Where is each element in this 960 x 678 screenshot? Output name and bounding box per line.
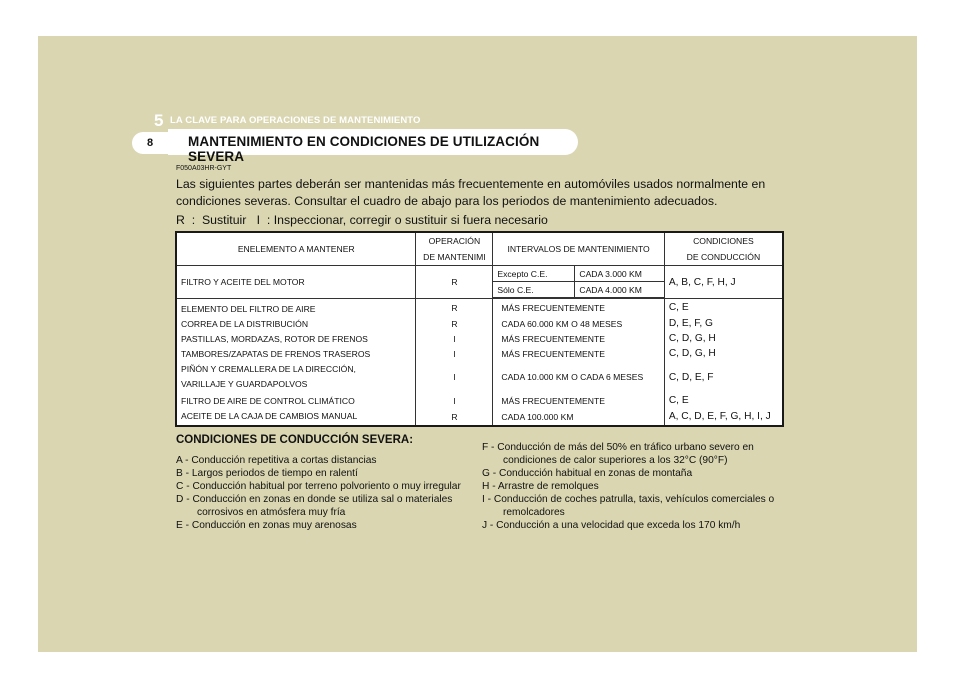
- row-interval: MÁS FRECUENTEMENTE: [493, 299, 664, 317]
- condition-item: [482, 480, 786, 493]
- row-item-line2: VARILLAJE Y GUARDAPOLVOS: [181, 379, 308, 389]
- row-item: ELEMENTO DEL FILTRO DE AIRE: [176, 299, 416, 317]
- row-interval: CADA 10.000 KM O CADA 6 MESES: [493, 361, 664, 393]
- chapter-title: LA CLAVE PARA OPERACIONES DE MANTENIMIENTO: [170, 115, 421, 126]
- interval-value: CADA 4.000 KM: [575, 282, 664, 298]
- conditions-list-left: [176, 454, 466, 532]
- row-item: [176, 361, 416, 393]
- table-header-row: [176, 232, 783, 266]
- row-interval: CADA 100.000 KM: [493, 408, 664, 426]
- condition-text: Conducción en zonas muy arenosas: [191, 520, 357, 531]
- condition-key: G -: [482, 468, 497, 479]
- row-item: TAMBORES/ZAPATAS DE FRENOS TRASEROS: [176, 346, 416, 361]
- maintenance-table: [175, 231, 784, 427]
- table-row: [176, 346, 783, 361]
- row-item: FILTRO Y ACEITE DEL MOTOR: [176, 266, 416, 299]
- row-item: PASTILLAS, MORDAZAS, ROTOR DE FRENOS: [176, 331, 416, 346]
- condition-item: [482, 493, 786, 519]
- condition-text-continued: remolcadores: [503, 507, 565, 518]
- table-row: [176, 361, 783, 393]
- condition-item: [176, 467, 466, 480]
- row-conditions: C, E: [668, 395, 689, 406]
- table-row: [176, 299, 783, 317]
- condition-item: [176, 493, 466, 519]
- conditions-list-right: [482, 441, 786, 532]
- condition-text: Largos periodos de tiempo en ralentí: [191, 468, 358, 479]
- condition-text: Arrastre de remolques: [497, 481, 599, 492]
- row-conditions: A, C, D, E, F, G, H, I, J: [668, 411, 771, 422]
- condition-text: Conducción habitual por terreno polvoriento o muy irregular: [192, 481, 461, 492]
- condition-text: Conducción de más del 50% en tráfico urbano severo en: [497, 442, 754, 453]
- header-interval: INTERVALOS DE MANTENIMIENTO: [493, 232, 664, 266]
- header-operation-line2: DE MANTENIMI: [423, 252, 486, 262]
- interval-subtable: [493, 266, 663, 298]
- row-operation: I: [416, 393, 493, 408]
- interval-variant: Sólo C.E.: [493, 282, 575, 298]
- condition-item: [482, 519, 786, 532]
- condition-key: F -: [482, 442, 495, 453]
- row-conditions: C, E: [668, 302, 689, 313]
- operation-legend: R : Sustituir I : Inspeccionar, corregir o sustituir si fuera necesario: [176, 213, 548, 227]
- intro-paragraph: Las siguientes partes deberán ser mantenidas más frecuentemente en automóviles usados normalmente en condiciones severas. Consultar el cuadro de abajo para los periodos de mantenimiento adecuados.: [176, 177, 766, 208]
- condition-key: I -: [482, 494, 492, 505]
- condition-key: J -: [482, 520, 494, 531]
- condition-item: [176, 480, 466, 493]
- condition-text: Conducción en zonas en donde se utiliza sal o materiales: [192, 494, 453, 505]
- row-item-line1: PIÑÓN Y CREMALLERA DE LA DIRECCIÓN,: [181, 364, 356, 374]
- conditions-heading: CONDICIONES DE CONDUCCIÓN SEVERA:: [176, 434, 414, 446]
- table-row: [176, 408, 783, 426]
- table-row: [176, 316, 783, 331]
- condition-key: H -: [482, 481, 496, 492]
- header-conditions: [664, 232, 783, 266]
- condition-text: Conducción a una velocidad que exceda los 170 km/h: [496, 520, 741, 531]
- row-operation: I: [416, 346, 493, 361]
- condition-item: [176, 454, 466, 467]
- row-item: FILTRO DE AIRE DE CONTROL CLIMÁTICO: [176, 393, 416, 408]
- row-conditions: C, D, E, F: [668, 371, 714, 383]
- condition-text-continued: condiciones de calor superiores a los 32°C (90°F): [503, 455, 728, 466]
- row-operation: R: [416, 266, 493, 299]
- row-interval: MÁS FRECUENTEMENTE: [493, 346, 664, 361]
- page-number: 8: [132, 132, 168, 154]
- row-item: CORREA DE LA DISTRIBUCIÓN: [176, 316, 416, 331]
- row-interval: MÁS FRECUENTEMENTE: [493, 393, 664, 408]
- row-operation: R: [416, 299, 493, 317]
- row-operation: I: [416, 331, 493, 346]
- interval-value: CADA 3.000 KM: [575, 266, 664, 282]
- row-conditions: C, D, G, H: [668, 348, 716, 359]
- condition-text-continued: corrosivos en atmósfera muy fría: [197, 507, 346, 518]
- condition-text: Conducción repetitiva a cortas distancias: [191, 455, 377, 466]
- condition-key: A -: [176, 455, 189, 466]
- condition-item: [482, 467, 786, 480]
- row-conditions: D, E, F, G: [668, 318, 713, 329]
- row-operation: R: [416, 408, 493, 426]
- row-item: ACEITE DE LA CAJA DE CAMBIOS MANUAL: [176, 408, 416, 426]
- section-title: MANTENIMIENTO EN CONDICIONES DE UTILIZACIÓN SEVERA: [188, 134, 540, 164]
- condition-key: E -: [176, 520, 190, 531]
- condition-item: [482, 441, 786, 467]
- table-row: [176, 266, 783, 299]
- table-row: [176, 331, 783, 346]
- row-conditions: C, D, G, H: [668, 333, 716, 344]
- header-conditions-line1: CONDICIONES: [693, 236, 754, 246]
- row-interval: CADA 60.000 KM O 48 MESES: [493, 316, 664, 331]
- condition-item: [176, 519, 466, 532]
- condition-key: C -: [176, 481, 190, 492]
- header-conditions-line2: DE CONDUCCIÓN: [686, 252, 761, 262]
- document-code: F050A03HR-GYT: [176, 165, 232, 172]
- row-interval: MÁS FRECUENTEMENTE: [493, 331, 664, 346]
- condition-text: Conducción de coches patrulla, taxis, vehículos comerciales o: [493, 494, 775, 505]
- row-operation: R: [416, 316, 493, 331]
- header-operation-line1: OPERACIÓN: [428, 236, 481, 246]
- table-row: [176, 393, 783, 408]
- condition-text: Conducción habitual en zonas de montaña: [499, 468, 693, 479]
- header-item: ENELEMENTO A MANTENER: [176, 232, 416, 266]
- condition-key: D -: [176, 494, 190, 505]
- chapter-number: 5: [154, 111, 164, 130]
- row-interval: [493, 266, 664, 299]
- section-banner: [168, 129, 578, 164]
- row-conditions: A, B, C, F, H, J: [664, 266, 783, 299]
- header-operation: [416, 232, 493, 266]
- row-operation: I: [416, 361, 493, 393]
- interval-variant: Excepto C.E.: [493, 266, 575, 282]
- condition-key: B -: [176, 468, 190, 479]
